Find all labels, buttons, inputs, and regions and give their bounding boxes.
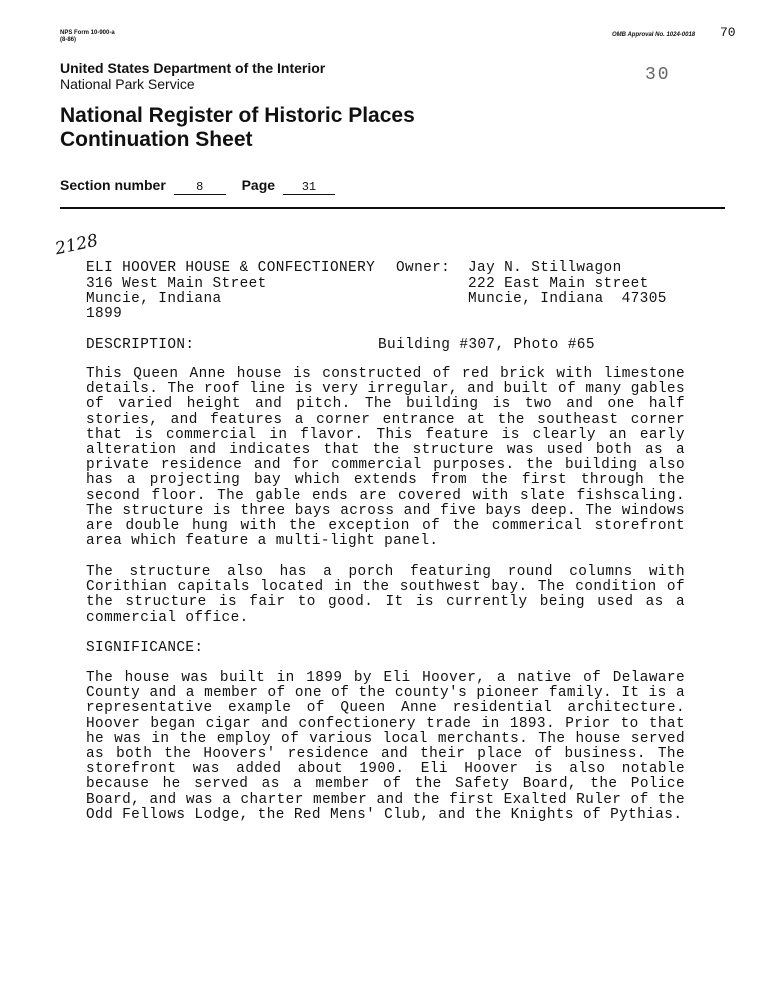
description-paragraph-1: This Queen Anne house is constructed of red brick with limestone details. The roof line is very irregular, and built of many gables of varied height and pitch. The building is two and one half stories, and features a corner entrance at the southeast corner that is commercial in flavor. This feature is clearly an early alteration and indicates that the structure was used both as a private residence and for commercial purposes. the building also has a projecting bay which extends from the first through the second floor. The gable ends are covered with slate fishscaling. The structure is three bays across and five bays deep. The windows are double hung with the exception of the commerical storefront area which feature a multi-light panel. bbox=[86, 366, 685, 550]
form-date: (8-86) bbox=[60, 37, 77, 43]
form-identifier bbox=[60, 30, 115, 44]
department-name: United States Department of the Interior bbox=[60, 60, 326, 76]
received-stamp: 30 bbox=[645, 65, 671, 85]
header-rule bbox=[60, 207, 725, 209]
property-city: Muncie, Indiana bbox=[86, 291, 222, 307]
owner-city: Muncie, Indiana 47305 bbox=[468, 291, 667, 307]
page-label: Page bbox=[241, 177, 276, 193]
significance-heading: SIGNIFICANCE: bbox=[86, 640, 204, 656]
building-reference: Building #307, Photo #65 bbox=[378, 337, 595, 353]
agency-block bbox=[60, 60, 325, 92]
page-number-field: 31 bbox=[283, 180, 335, 195]
form-number: NPS Form 10-900-a bbox=[60, 30, 115, 36]
section-page-line bbox=[60, 177, 335, 195]
significance-paragraph: The house was built in 1899 by Eli Hoover, a native of Delaware County and a member of one of the county's pioneer family. It is a representative example of Queen Anne residential architecture. Hoover began cigar and confectionery trade in 1893. Prior to that he was in the employ of various local merchants. The house served as both the Hoovers' residence and their place of business. The storefront was added about 1900. Eli Hoover is also notable because he served as a member of the Safety Board, the Police Board, and was a charter member and the first Exalted Ruler of the Odd Fellows Lodge, the Red Mens' Club, and the Knights of Pythias. bbox=[86, 670, 685, 823]
service-name: National Park Service bbox=[60, 76, 195, 92]
page-mark: 70 bbox=[720, 25, 736, 40]
title-line-2: Continuation Sheet bbox=[60, 128, 253, 151]
document-title bbox=[60, 104, 415, 152]
owner-name: Jay N. Stillwagon bbox=[468, 260, 622, 276]
description-heading: DESCRIPTION: bbox=[86, 337, 195, 353]
omb-approval: OMB Approval No. 1024-0018 bbox=[612, 32, 696, 38]
section-label: Section number bbox=[60, 177, 166, 193]
section-number-field: 8 bbox=[174, 180, 226, 195]
description-paragraph-2: The structure also has a porch featuring round columns with Corithian capitals located in the southwest bay. The condition of the structure is fair to good. It is currently being used as a commercial office. bbox=[86, 564, 685, 626]
handwritten-note: 2128 bbox=[53, 230, 100, 260]
title-line-1: National Register of Historic Places bbox=[60, 104, 415, 127]
property-name: ELI HOOVER HOUSE & CONFECTIONERY bbox=[86, 260, 376, 276]
property-year: 1899 bbox=[86, 306, 123, 322]
owner-address: 222 East Main street bbox=[468, 276, 649, 292]
owner-label: Owner: bbox=[396, 260, 451, 276]
property-address: 316 West Main Street bbox=[86, 276, 267, 292]
